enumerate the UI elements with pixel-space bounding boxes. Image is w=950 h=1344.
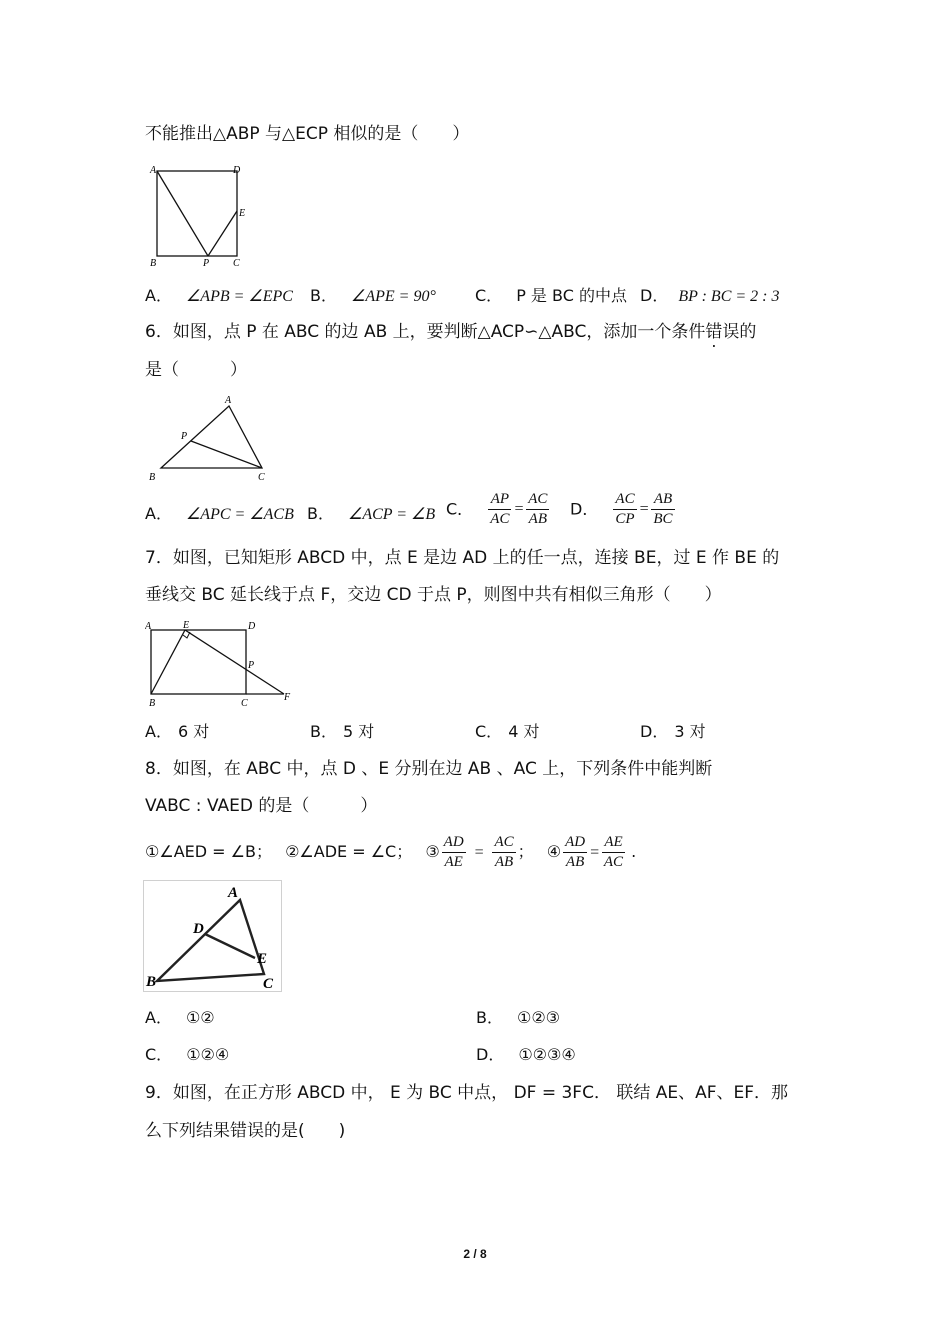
q8-condition-3: ③ $\frac{AD}{AE}$ = $\frac{AC}{AB}$ ； [425, 834, 534, 870]
q8-figure [143, 880, 283, 993]
svg-text:A: A [145, 621, 152, 632]
q9-stem-line2: 么下列结果错误的是( ) [145, 1121, 346, 1141]
svg-text:B: B [150, 258, 157, 269]
svg-text:D: D [233, 165, 241, 176]
q6-option-a[interactable]: A． ∠APC = ∠ACB [145, 504, 294, 523]
q8-condition-4: ④ $\frac{AD}{AB}$ = $\frac{AE}{AC}$ . [546, 834, 637, 870]
svg-text:C: C [233, 258, 240, 269]
q8-condition-1: ①∠AED = ∠B； [145, 842, 272, 861]
svg-text:C: C [241, 698, 248, 709]
svg-text:B: B [149, 472, 156, 483]
svg-text:P: P [248, 660, 255, 671]
q6-option-b[interactable]: B． ∠ACP = ∠B [307, 504, 436, 523]
q5-option-a[interactable]: A． ∠APB = ∠EPC [145, 286, 293, 305]
q8-option-d[interactable]: D． ①②③④ [476, 1045, 576, 1064]
q8-stem-line2: VABC : VAED 的是（ ） [145, 796, 378, 816]
q7-option-d[interactable]: D． 3 对 [640, 722, 706, 741]
q8-option-a[interactable]: A． ①② [145, 1008, 215, 1027]
q7-option-a[interactable]: A． 6 对 [145, 722, 210, 741]
q6-emphasis: 错误 [705, 322, 740, 342]
q8-option-b[interactable]: B． ①②③ [476, 1008, 561, 1027]
q8-conditions [145, 830, 636, 874]
svg-text:E: E [183, 620, 190, 631]
svg-text:B: B [149, 698, 156, 709]
q7-figure [145, 618, 295, 710]
svg-text:D: D [248, 621, 256, 632]
q6-stem-line1: 6．如图，点 P 在 ABC 的边 AB 上，要判断△ACP∽△ABC，添加一个条件错误的 [145, 322, 757, 342]
q7-stem-line2: 垂线交 BC 延长线于点 F，交边 CD 于点 P，则图中共有相似三角形（ ） [145, 585, 722, 605]
svg-text:A: A [225, 395, 232, 406]
q5-option-d[interactable]: D． BP : BC = 2 : 3 [640, 286, 780, 305]
q9-stem-line1: 9．如图，在正方形 ABCD 中， E 为 BC 中点， DF = 3FC． 联结 AE、AF、EF．那 [145, 1083, 789, 1103]
page-number: 2 / 8 [463, 1247, 487, 1261]
svg-text:A: A [228, 885, 239, 901]
svg-text:B: B [146, 974, 157, 990]
q6-figure [145, 392, 275, 484]
q8-condition-2: ②∠ADE = ∠C； [285, 842, 413, 861]
q5-option-c[interactable]: C． P 是 BC 的中点 [475, 286, 627, 305]
svg-text:C: C [263, 976, 274, 992]
q8-option-c[interactable]: C． ①②④ [145, 1045, 230, 1064]
q7-option-c[interactable]: C． 4 对 [475, 722, 540, 741]
q6-stem-line2: 是（ ） [145, 360, 247, 380]
svg-text:E: E [257, 951, 268, 967]
q6-option-d[interactable]: D． $\frac{AC}{CP}$ = $\frac{AB}{BC}$ [570, 491, 673, 527]
svg-text:D: D [193, 921, 204, 937]
q7-stem-line1: 7．如图，已知矩形 ABCD 中，点 E 是边 AD 上的任一点，连接 BE，过 E 作 BE 的 [145, 548, 780, 568]
svg-text:A: A [150, 165, 157, 176]
svg-text:F: F [284, 692, 291, 703]
q8-stem-line1: 8．如图，在 ABC 中，点 D 、E 分别在边 AB 、AC 上，下列条件中能判断 [145, 759, 713, 779]
svg-text:P: P [181, 431, 188, 442]
q5-option-b[interactable]: B． ∠APE = 90° [310, 286, 436, 305]
q5-figure [145, 162, 255, 272]
q5-stem: 不能推出△ABP 与△ECP 相似的是（ ） [145, 124, 470, 144]
q7-option-b[interactable]: B． 5 对 [310, 722, 375, 741]
svg-text:C: C [258, 472, 265, 483]
svg-text:E: E [239, 208, 246, 219]
q6-option-c[interactable]: C． $\frac{AP}{AC}$ = $\frac{AC}{AB}$ [446, 491, 548, 527]
svg-text:P: P [203, 258, 210, 269]
